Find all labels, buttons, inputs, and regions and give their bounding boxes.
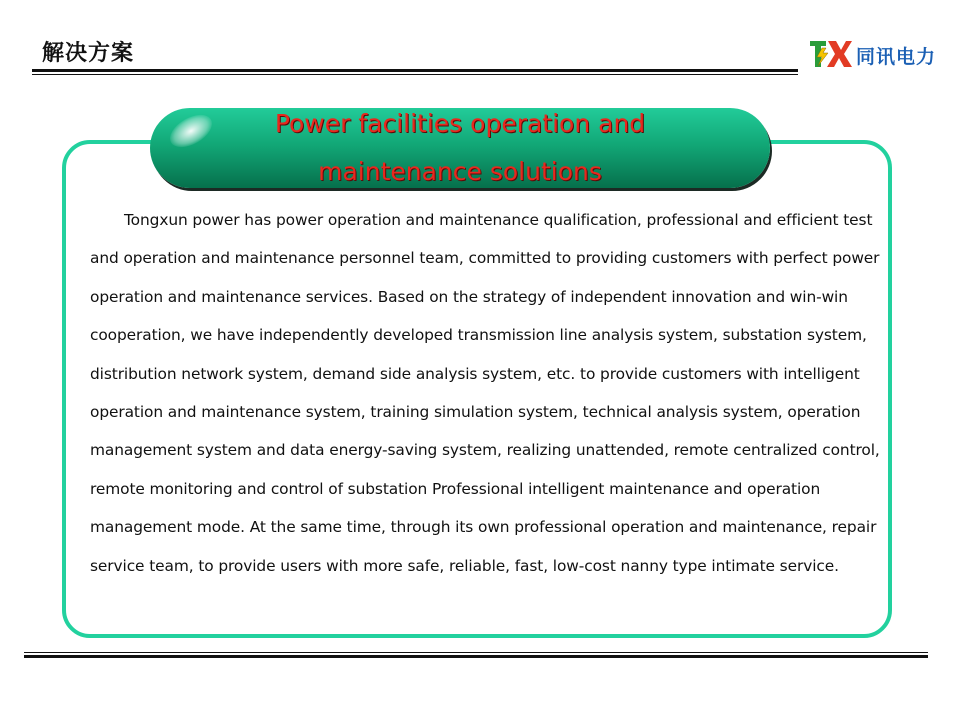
header-divider-thick <box>32 69 798 72</box>
footer-divider-thick <box>24 655 928 658</box>
title-banner <box>150 108 770 188</box>
header-title: 解决方案 <box>42 40 135 66</box>
header-divider-thin <box>32 74 798 75</box>
section-title <box>150 100 770 196</box>
company-logo <box>808 38 938 72</box>
logo-text: 同讯电力 <box>856 46 937 68</box>
section-title-line2: maintenance solutions <box>318 157 602 186</box>
section-title-line1: Power facilities operation and <box>274 109 646 138</box>
section-body-text: Tongxun power has power operation and maintenance qualification, professional and efficient test and operation and maintenance personnel team, committed to providing customers with perfect power operation and maintenance services. Based on the strategy of independent innovation and win-win cooperation, we have independently developed transmission line analysis system, substation system, distribution network system, demand side analysis system, etc. to provide customers with intelligent operation and maintenance system, training simulation system, technical analysis system, operation management system and data energy-saving system, realizing unattended, remote centralized control, remote monitoring and control of substation Professional intelligent maintenance and operation management mode. At the same time, through its own professional operation and maintenance, repair service team, to provide users with more safe, reliable, fast, low-cost nanny type intimate service. <box>90 211 880 575</box>
footer-divider-thin <box>24 652 928 653</box>
tx-lightning-logo-icon <box>808 38 852 70</box>
